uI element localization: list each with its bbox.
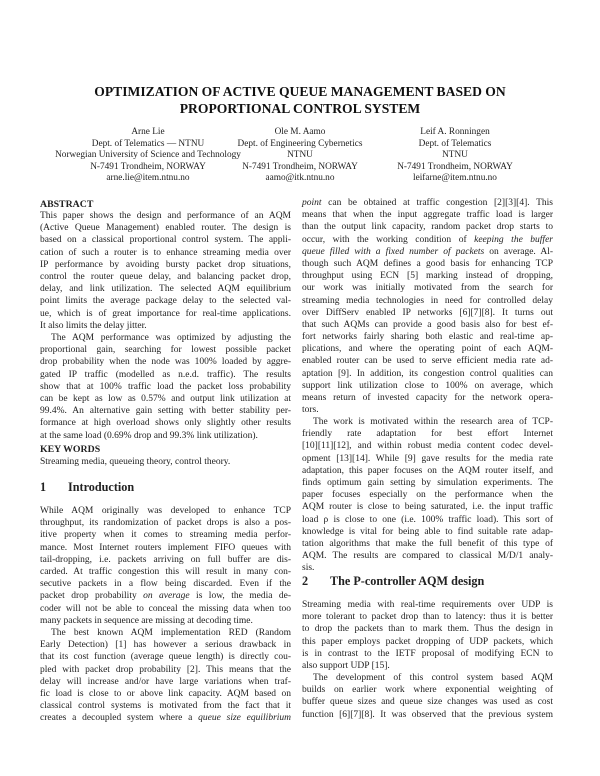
text-line: tors.: [302, 405, 319, 416]
text-line: means return of invested capacity for the network opera-: [302, 393, 553, 403]
text-line: fort networks fairly sharing both elastic and real-time ap-: [302, 332, 553, 343]
text-line: throughput, its randomization of packet drops is also a pos-: [40, 518, 291, 529]
text-line: It also limits the delay jitter.: [40, 320, 147, 331]
text-line: support link utilization close to 100% on average, which: [302, 380, 553, 391]
text-line: sis.: [302, 563, 315, 574]
text-span: can be obtained at traffic congestion [2][3][4]. This: [321, 198, 553, 208]
text-line: delay will increase and/or have large variations when traf-: [40, 676, 291, 687]
text-line: this paper employs packet dropping of UDP packets, which: [302, 636, 553, 647]
paragraph: [302, 416, 553, 574]
title-line: OPTIMIZATION OF ACTIVE QUEUE MANAGEMENT BASED ON: [94, 84, 506, 99]
text-line: also support UDP [15].: [302, 660, 390, 671]
text-line: is in contrast to the IETF proposal of modifying ECN to: [302, 648, 553, 659]
text-line: mance. Most Internet routers implement FIFO queues with: [40, 542, 291, 553]
text-line: point limits the average package delay to the selected val-: [40, 296, 291, 307]
author-affiliation: NTNU: [287, 150, 313, 161]
emphasis-text: on average: [143, 591, 190, 602]
text-line: [10][11][12], and within robust media content codec devel-: [302, 441, 553, 452]
text-line: formance at high overload shows only slightly other results: [40, 418, 291, 429]
text-line: load ρ is close to one (i.e. 100% traffic load). This sort of: [302, 514, 553, 525]
text-line: Streaming media, queueing theory, control theory.: [40, 457, 231, 467]
text-line: tation algorithms that make the full benefit of this type of: [302, 538, 553, 549]
text-line: proportional gain, searching for lowest possible packet: [40, 345, 291, 356]
section-title: The P-controller AQM design: [330, 574, 485, 588]
text-line: AQM router is close to being saturated, i.e. the input traffic: [302, 502, 553, 513]
text-line: [302, 246, 553, 258]
subsection-heading: KEY WORDS: [40, 444, 101, 455]
text-line: adaptation, this paper focuses on the AQM router itself, and: [302, 465, 553, 476]
text-line: (Active Queue Management) enabled router. The design is: [40, 223, 291, 234]
paragraph: [40, 456, 291, 468]
author-affiliation: N-7491 Trondheim, NORWAY: [397, 161, 513, 172]
text-line: means that when the input aggregate traffic load is larger: [302, 210, 553, 221]
subsection-heading: ABSTRACT: [40, 199, 94, 210]
section-number: 1: [40, 480, 47, 494]
section-heading: [40, 479, 291, 495]
text-line: Streaming media with real-time requirements over UDP is: [302, 600, 553, 610]
text-line: at the same load (0.69% drop and 99.3% link utilization).: [40, 430, 258, 441]
text-line: that such AQMs can provide a good basis also for best ef-: [302, 319, 553, 330]
author-email: aamo@itk.ntnu.no: [265, 173, 335, 184]
emphasis-text: queue size equilibrium: [198, 713, 292, 724]
text-line: throughput using ECN [5] marking instead of dropping,: [302, 271, 553, 282]
text-span: packet drop probability: [40, 591, 144, 602]
section-heading: [302, 573, 553, 589]
paragraph: [40, 505, 291, 627]
text-line: builds on earlier work where exponential weighting of: [302, 685, 553, 696]
text-line: over DiffServ enabled IP networks [6][7][8]. It turns out: [302, 307, 553, 318]
text-line: Early Detection) [1] has however a serious drawback in: [40, 640, 291, 651]
text-line: [302, 234, 553, 246]
author-affiliation: N-7491 Trondheim, NORWAY: [242, 161, 358, 172]
paragraph: [40, 210, 291, 332]
author-affiliation: Dept. of Engineering Cybernetics: [237, 138, 363, 149]
paragraph: [302, 599, 553, 672]
author-affiliation: Dept. of Telematics: [418, 138, 492, 149]
author-affiliation: Dept. of Telematics — NTNU: [91, 138, 205, 149]
emphasis-text: keeping the buffer: [474, 234, 553, 245]
text-line: though such AQM defines a good basis for enhancing TCP: [302, 258, 553, 269]
author-affiliation: Norwegian University of Science and Technology: [55, 150, 241, 161]
author-name: Leif A. Ronningen: [420, 127, 490, 137]
text-line: streaming media technologies in need for controlled delay: [302, 295, 553, 306]
text-line: [302, 197, 553, 209]
author-name: Ole M. Aamo: [274, 127, 326, 137]
text-line: opment [13][14]. While [9] gave results for the media rate: [302, 453, 553, 464]
text-line: function [6][7][8]. It was observed that the previous system: [302, 709, 553, 720]
text-line: This paper shows the design and performance of an AQM: [40, 211, 291, 221]
text-line: secutive packets in a flow being discarded. Even if the: [40, 579, 291, 590]
text-line: our work was initially motivated from the search for: [302, 283, 553, 294]
author-block: [305, 127, 600, 185]
text-line: plications, and where the operating point of each AQM-: [302, 344, 553, 355]
author-email: leifarne@item.ntnu.no: [413, 173, 497, 184]
text-line: friendly rate adaptation for best effort Internet: [302, 429, 553, 440]
text-line: can be kept as low as 0.57% and output link utilization at: [40, 393, 291, 404]
text-line: 99.4%. An alternative gain setting with better stability per-: [40, 406, 291, 417]
text-line: that its cost function (average queue length) is directly cou-: [40, 652, 291, 663]
text-span: is low, the media de-: [189, 591, 291, 602]
text-line: delay, and link utilization. The selected AQM equilibrium: [40, 284, 291, 295]
paragraph: [302, 197, 553, 416]
text-line: aptation [9]. In addition, its congestion control qualities can: [302, 368, 553, 379]
text-line: While AQM originally was developed to enhance TCP: [40, 506, 291, 516]
text-line: based on a classical proportional control system. The appli-: [40, 235, 291, 246]
text-span: occur, with the working condition of: [302, 234, 475, 245]
text-line: show that at 100% traffic load the packet loss probability: [40, 381, 291, 392]
author-email: arne.lie@item.ntnu.no: [106, 173, 190, 184]
text-line: to drop the packets than to mark them. Thus the design in: [302, 624, 553, 635]
author-affiliation: N-7491 Trondheim, NORWAY: [90, 161, 206, 172]
text-span: creates a decoupled system where a: [40, 713, 199, 724]
text-span: on average. Al-: [484, 246, 554, 257]
text-line: The AQM performance was optimized by adjusting the: [51, 333, 291, 343]
text-line: The work is motivated within the research area of TCP-: [313, 417, 553, 427]
author-name: Arne Lie: [131, 127, 165, 137]
text-line: control the router queue delay, and balancing packet drop,: [40, 271, 291, 282]
text-line: [40, 712, 291, 724]
text-line: The development of this control system based AQM: [313, 673, 553, 683]
text-line: fic load is close to or above link capacity. AQM based on: [40, 688, 291, 699]
text-line: pled with packet drop probability [2]. This means that the: [40, 664, 291, 675]
text-line: than the output link capacity, random packet drop starts to: [302, 222, 553, 233]
text-line: buffer queue sizes and queue size changes was used as cost: [302, 697, 553, 708]
text-line: more tolerant to packet drop than to latency: thus it is better: [302, 612, 553, 623]
text-line: tail-dropping, i.e. packets arriving on full buffer are dis-: [40, 554, 291, 565]
paragraph: [40, 332, 291, 442]
text-line: itive property when it comes to streaming media perfor-: [40, 530, 291, 541]
paper-title: [0, 84, 600, 117]
text-line: paper focuses especially on the performance when the: [302, 490, 553, 501]
text-line: gated IP traffic (modelled as n.e.d. traffic). The results: [40, 369, 291, 380]
text-line: The best known AQM implementation RED (Random: [51, 628, 291, 638]
text-line: finds optimum gain setting by simulation experiments. The: [302, 477, 553, 488]
section-number: 2: [302, 574, 309, 588]
text-line: classical control systems is motivated from the fact that it: [40, 701, 291, 712]
text-line: AQM. The results are compared to classical M/D/1 analy-: [302, 551, 553, 562]
text-line: coder will not be able to conceal the missing data when too: [40, 603, 291, 614]
text-line: knowledge is vital for being able to find suitable rate adap-: [302, 526, 553, 537]
text-line: drop probability when the node was 100% loaded by aggre-: [40, 357, 291, 368]
title-line: PROPORTIONAL CONTROL SYSTEM: [179, 100, 421, 116]
paragraph: [40, 627, 291, 725]
text-line: carded. At traffic congestion this will result in many con-: [40, 566, 291, 577]
text-line: enabled router can be used to serve efficient media rate ad-: [302, 356, 553, 367]
emphasis-text: queue filled with a fixed number of packets: [302, 246, 485, 257]
text-line: ue, which is of great importance for real-time applications.: [40, 308, 291, 319]
text-line: [40, 590, 291, 602]
section-title: Introduction: [68, 480, 135, 494]
paragraph: [302, 672, 553, 721]
text-line: IP performance by avoiding bursty packet drop situations,: [40, 259, 291, 270]
text-line: many packets in sequence are missing at decoding time.: [40, 615, 253, 626]
author-affiliation: NTNU: [442, 150, 468, 161]
text-line: cation of such a router is to enhance streaming media over: [40, 247, 291, 258]
emphasis-text: point: [302, 198, 322, 208]
